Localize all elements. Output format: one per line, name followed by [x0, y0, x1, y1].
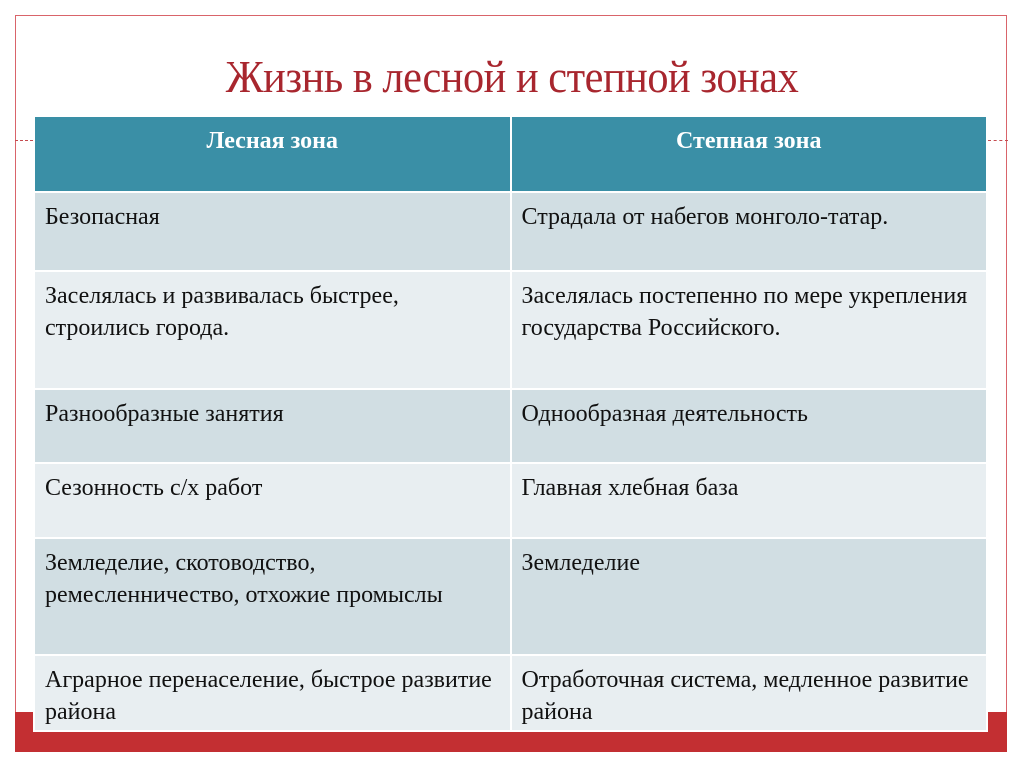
table-row: [34, 463, 987, 538]
divider-left: [15, 140, 33, 141]
cell: Сезонность с/х работ: [34, 463, 511, 538]
cell: Главная хлебная база: [511, 463, 988, 538]
cell: Земледелие, скотоводство, ремесленничество, отхожие промыслы: [34, 538, 511, 655]
divider-right: [988, 140, 1008, 141]
cell: Однообразная деятельность: [511, 389, 988, 463]
table-row: [34, 655, 987, 731]
table-row: [34, 192, 987, 271]
cell: Заселялась и развивалась быстрее, строились города.: [34, 271, 511, 389]
table-row: [34, 389, 987, 463]
cell: Отработочная система, медленное развитие района: [511, 655, 988, 731]
cell: Страдала от набегов монголо-татар.: [511, 192, 988, 271]
cell: Безопасная: [34, 192, 511, 271]
header-steppe: Степная зона: [511, 116, 988, 192]
cell: Заселялась постепенно по мере укрепления государства Российского.: [511, 271, 988, 389]
comparison-table: [33, 115, 988, 732]
header-forest: Лесная зона: [34, 116, 511, 192]
table-header-row: [34, 116, 987, 192]
cell: Разнообразные занятия: [34, 389, 511, 463]
slide-title: Жизнь в лесной и степной зонах: [225, 51, 799, 102]
table-row: [34, 538, 987, 655]
cell: Аграрное перенаселение, быстрое развитие района: [34, 655, 511, 731]
cell: Земледелие: [511, 538, 988, 655]
table-row: [34, 271, 987, 389]
